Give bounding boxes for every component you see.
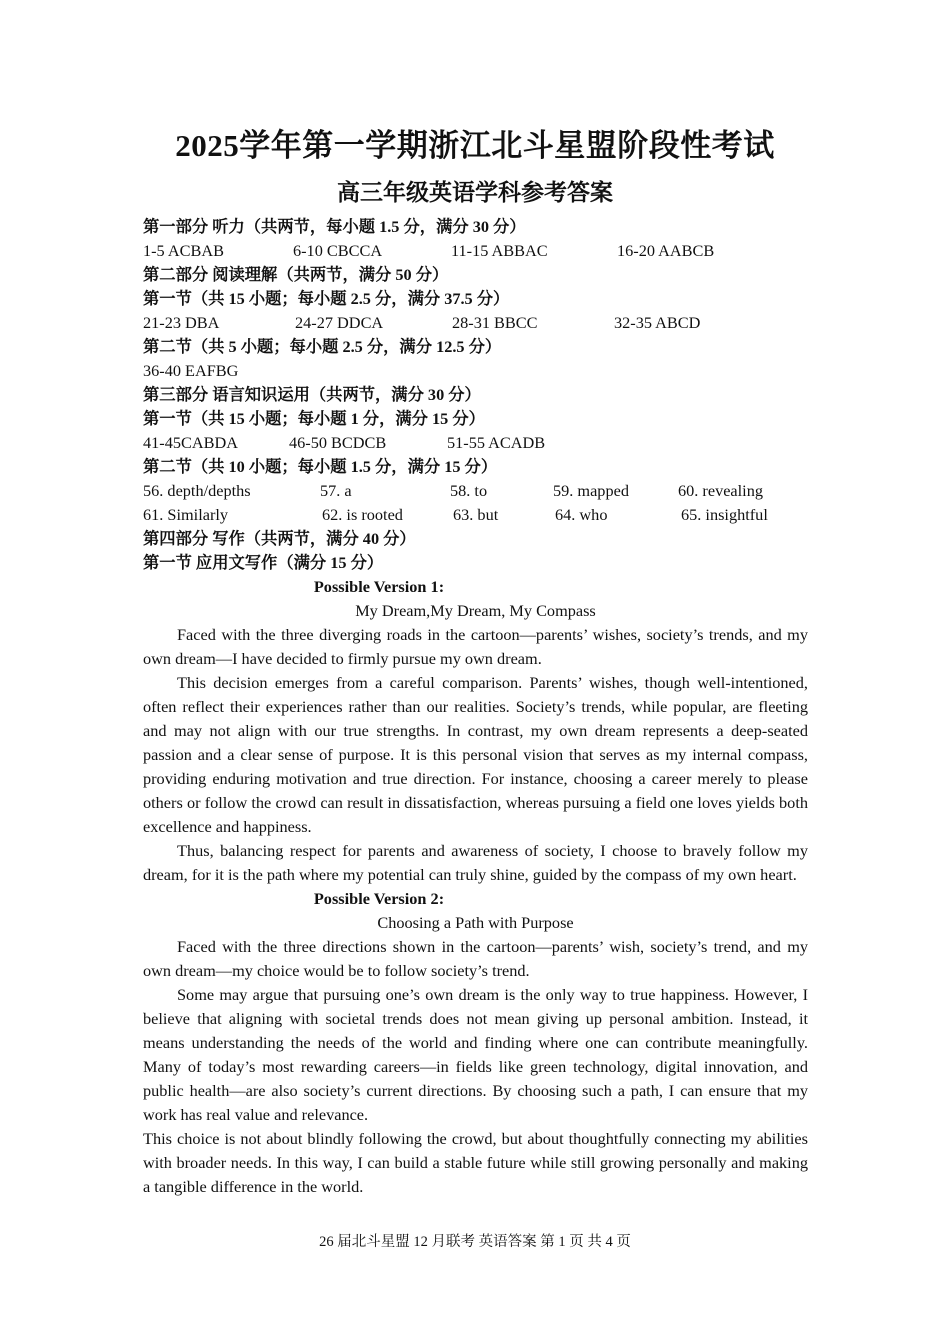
part1-header: 第一部分 听力（共两节，每小题 1.5 分，满分 30 分） (143, 217, 526, 236)
version1-paragraph-2: This decision emerges from a careful comparison. Parents’ wishes, though well-intentioned, often reflect their experiences rather than our realities. Society’s trends, while popular, are fleeting and may not align with our true strengths. In contrast, my own dream represents a deep-seated passion and a clear sense of purpose. It is this personal vision that serves as my internal compass, providing enduring motivation and true direction. For instance, choosing a career merely to please others or follow the crowd can result in dissatisfaction, whereas pursuing a field one loves yields both excellence and happiness. (143, 673, 808, 836)
part2-section2-header: 第二节（共 5 小题；每小题 2.5 分，满分 12.5 分） (143, 337, 502, 356)
answer-item: 60. revealing (678, 481, 763, 500)
part2-section1-answers (143, 311, 808, 335)
part4-section1-header: 第一节 应用文写作（满分 15 分） (143, 553, 384, 572)
answer-group: 6-10 CBCCA (293, 241, 383, 260)
part1-answers (143, 239, 808, 263)
answer-content (143, 215, 808, 1199)
part3-header: 第三部分 语言知识运用（共两节，满分 30 分） (143, 385, 481, 404)
part3-section1-header: 第一节（共 15 小题；每小题 1 分，满分 15 分） (143, 409, 485, 428)
version2-paragraph-1: Faced with the three directions shown in the cartoon—parents’ wish, society’s trend, and my own dream—my choice would be to follow society’s trend. (143, 937, 808, 980)
version2-paragraph-3: This choice is not about blindly following the crowd, but about thoughtfully connecting my abilities with broader needs. In this way, I can build a stable future while still growing personally and making a tangible difference in the world. (143, 1129, 808, 1196)
answer-group: 41-45CABDA (143, 433, 238, 452)
answer-item: 62. is rooted (322, 505, 403, 524)
answer-group: 36-40 EAFBG (143, 361, 239, 380)
version1-essay (143, 623, 808, 887)
part2-header: 第二部分 阅读理解（共两节，满分 50 分） (143, 265, 449, 284)
answer-item: 64. who (555, 505, 608, 524)
answer-group: 24-27 DDCA (295, 313, 384, 332)
page-footer: 26 届北斗星盟 12 月联考 英语答案 第 1 页 共 4 页 (319, 1234, 631, 1250)
version1-paragraph-3: Thus, balancing respect for parents and awareness of society, I choose to bravely follow my dream, for it is the path where my potential can truly shine, guided by the compass of my own heart. (143, 841, 808, 884)
page-subtitle: 高三年级英语学科参考答案 (337, 180, 613, 205)
answer-item: 65. insightful (681, 505, 768, 524)
answer-item: 56. depth/depths (143, 481, 251, 500)
answer-item: 59. mapped (553, 481, 629, 500)
part3-section2-header: 第二节（共 10 小题；每小题 1.5 分，满分 15 分） (143, 457, 498, 476)
answer-group: 32-35 ABCD (614, 313, 701, 332)
answer-group: 46-50 BCDCB (289, 433, 387, 452)
part2-section2-answers (143, 359, 808, 383)
version2-title: Choosing a Path with Purpose (377, 913, 574, 932)
answer-group: 1-5 ACBAB (143, 241, 224, 260)
answer-item: 63. but (453, 505, 499, 524)
version1-paragraph-1: Faced with the three diverging roads in the cartoon—parents’ wishes, society’s trends, and my own dream—I have decided to firmly pursue my own dream. (143, 625, 808, 668)
answer-group: 16-20 AABCB (617, 241, 715, 260)
version1-title: My Dream,My Dream, My Compass (355, 601, 596, 620)
version2-paragraph-2: Some may argue that pursuing one’s own dream is the only way to true happiness. However, I believe that aligning with societal trends does not mean giving up personal ambition. Instead, it means understanding the needs of the world and finding where one can contribute meaningfully. Many of today’s most rewarding careers—in fields like green technology, digital innovation, and public health—are also society’s current directions. By choosing such a path, I can ensure that my work has real value and relevance. (143, 985, 808, 1124)
version2-essay (143, 935, 808, 1199)
answer-item: 58. to (450, 481, 488, 500)
answer-item: 57. a (320, 481, 352, 500)
answer-item: 61. Similarly (143, 505, 229, 524)
answer-group: 21-23 DBA (143, 313, 220, 332)
answer-group: 28-31 BBCC (452, 313, 538, 332)
version2-label: Possible Version 2: (313, 889, 445, 908)
answer-group: 51-55 ACADB (447, 433, 546, 452)
part4-header: 第四部分 写作（共两节，满分 40 分） (143, 529, 416, 548)
part3-section2-answers-row2 (143, 503, 808, 527)
answer-group: 11-15 ABBAC (451, 241, 548, 260)
part3-section1-answers (143, 431, 808, 455)
part3-section2-answers-row1 (143, 479, 808, 503)
version1-label: Possible Version 1: (313, 577, 445, 596)
page-title: 2025学年第一学期浙江北斗星盟阶段性考试 (175, 128, 775, 163)
part2-section1-header: 第一节（共 15 小题；每小题 2.5 分，满分 37.5 分） (143, 289, 510, 308)
